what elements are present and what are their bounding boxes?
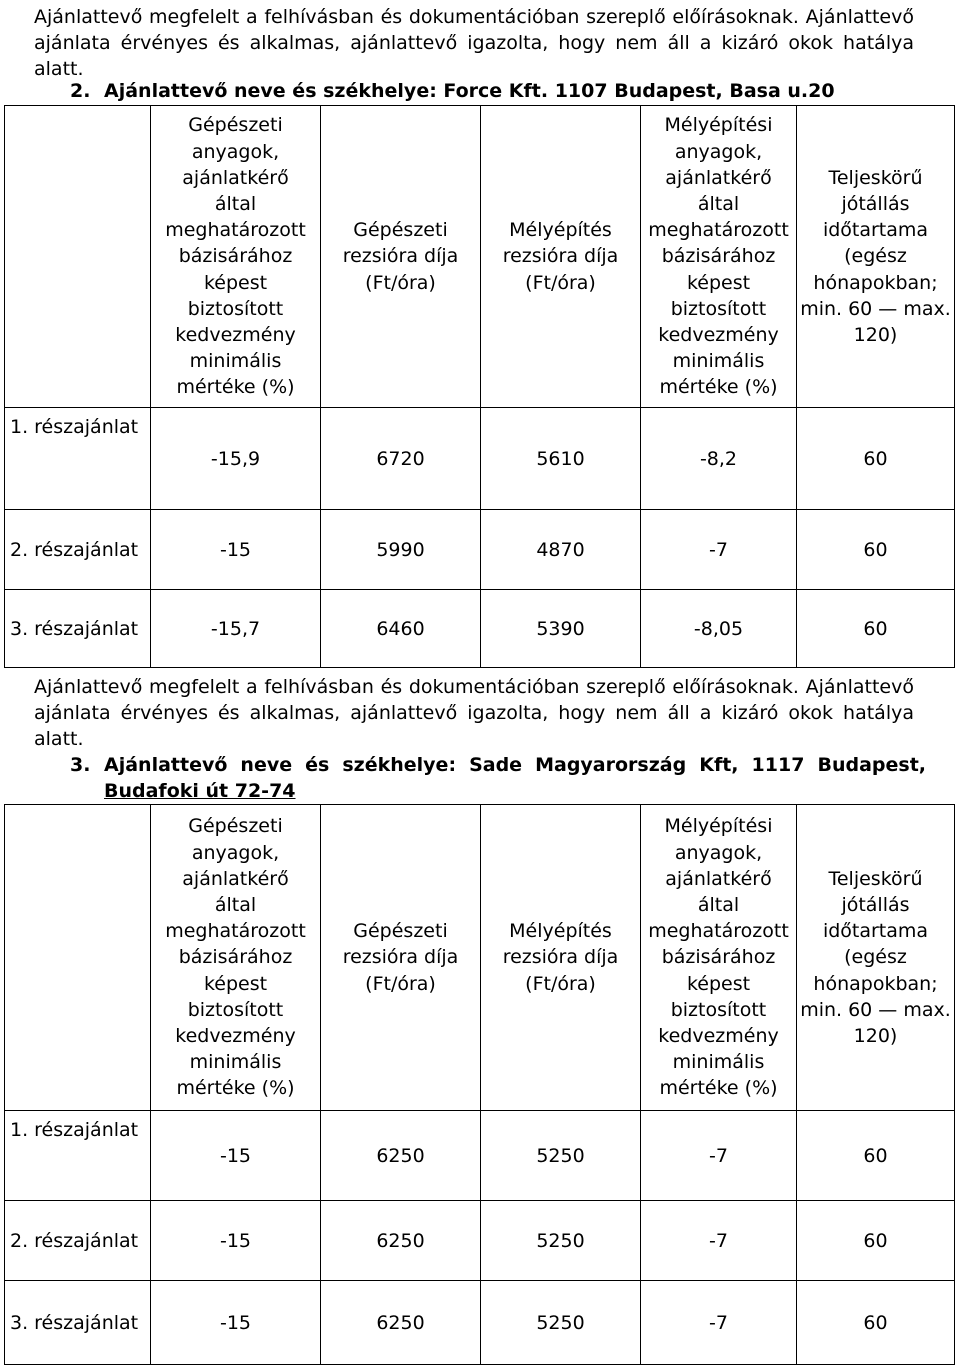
header-line: mértéke (%) bbox=[659, 1077, 778, 1100]
header-line: (egész bbox=[844, 245, 907, 268]
cell-gep-kedv: -15,7 bbox=[151, 590, 321, 668]
header-line: minimális bbox=[189, 350, 282, 373]
header-gepeszeti-rezsiora bbox=[321, 106, 481, 408]
header-line: Gépészeti bbox=[353, 219, 448, 242]
header-line: által bbox=[697, 893, 740, 916]
cell-mely-rezsi: 4870 bbox=[481, 510, 641, 590]
cell-gep-rezsi: 6250 bbox=[321, 1281, 481, 1365]
header-line: bázisárához bbox=[661, 946, 776, 969]
cell-mely-kedv: -7 bbox=[641, 510, 797, 590]
offer-table-1 bbox=[4, 105, 955, 668]
header-line: jótállás bbox=[841, 893, 910, 916]
heading-number: 3. bbox=[70, 754, 91, 776]
header-line: mértéke (%) bbox=[176, 376, 295, 399]
bidder-heading-2 bbox=[70, 78, 835, 104]
header-line: mértéke (%) bbox=[659, 376, 778, 399]
header-line: anyagok, bbox=[191, 841, 280, 864]
header-jotallas bbox=[797, 805, 955, 1111]
cell-jotallas: 60 bbox=[797, 1201, 955, 1281]
header-line: 120) bbox=[853, 1025, 898, 1047]
header-line: képest bbox=[686, 271, 751, 294]
header-line: meghatározott bbox=[648, 920, 789, 943]
header-line: által bbox=[214, 192, 257, 215]
table-header-row bbox=[5, 106, 955, 408]
table-row bbox=[5, 1281, 955, 1365]
header-line: rezsióra díja bbox=[502, 245, 619, 268]
header-line: Teljeskörű bbox=[828, 166, 923, 189]
header-line: biztosított bbox=[187, 297, 284, 320]
cell-jotallas: 60 bbox=[797, 408, 955, 510]
paragraph-line: Ajánlattevő megfelelt a felhívásban és dokumentációban szereplő előírásoknak. Ajánlattevő bbox=[34, 6, 914, 28]
cell-jotallas: 60 bbox=[797, 510, 955, 590]
header-line: ajánlatkérő bbox=[182, 867, 289, 890]
header-line: mértéke (%) bbox=[176, 1077, 295, 1100]
header-line: Mélyépítési bbox=[664, 114, 773, 137]
header-line: anyagok, bbox=[191, 140, 280, 163]
header-line: képest bbox=[203, 972, 268, 995]
header-line: ajánlatkérő bbox=[182, 166, 289, 189]
row-label: 3. részajánlat bbox=[5, 590, 151, 668]
header-melyepites-rezsiora bbox=[481, 805, 641, 1111]
header-melyepitesi-kedvezmeny bbox=[641, 805, 797, 1111]
header-gepeszeti-kedvezmeny bbox=[151, 805, 321, 1111]
heading-line-1 bbox=[70, 752, 926, 778]
header-line: kedvezmény bbox=[175, 324, 296, 346]
header-line: anyagok, bbox=[674, 140, 763, 163]
cell-jotallas: 60 bbox=[797, 590, 955, 668]
heading-number: 2. bbox=[70, 80, 91, 102]
header-line: (Ft/óra) bbox=[525, 972, 596, 995]
table-header-row bbox=[5, 805, 955, 1111]
header-line: min. 60 — max. bbox=[800, 998, 951, 1021]
header-line: (Ft/óra) bbox=[365, 271, 436, 294]
header-line: jótállás bbox=[841, 192, 910, 215]
header-line: által bbox=[697, 192, 740, 215]
header-line: ajánlatkérő bbox=[665, 867, 772, 890]
header-line: kedvezmény bbox=[658, 1025, 779, 1047]
eligibility-paragraph-1 bbox=[34, 4, 914, 82]
cell-gep-kedv: -15 bbox=[151, 1201, 321, 1281]
header-line: időtartama bbox=[822, 219, 929, 242]
header-line: Teljeskörű bbox=[828, 867, 923, 890]
header-line: minimális bbox=[189, 1051, 282, 1074]
header-line: Mélyépítés bbox=[509, 219, 612, 242]
heading-line-2: Budafoki út 72-74 bbox=[104, 780, 296, 802]
header-line: képest bbox=[203, 271, 268, 294]
header-line: bázisárához bbox=[178, 245, 293, 268]
header-melyepites-rezsiora bbox=[481, 106, 641, 408]
header-line: 120) bbox=[853, 324, 898, 346]
header-line: ajánlatkérő bbox=[665, 166, 772, 189]
cell-gep-rezsi: 6460 bbox=[321, 590, 481, 668]
cell-gep-kedv: -15,9 bbox=[151, 408, 321, 510]
header-line: kedvezmény bbox=[658, 324, 779, 346]
header-line: időtartama bbox=[822, 920, 929, 943]
header-line: Gépészeti bbox=[353, 920, 448, 943]
table-row bbox=[5, 590, 955, 668]
header-line: (egész bbox=[844, 946, 907, 969]
header-line: rezsióra díja bbox=[342, 245, 459, 268]
header-line: rezsióra díja bbox=[502, 946, 619, 969]
table-row bbox=[5, 1111, 955, 1201]
cell-jotallas: 60 bbox=[797, 1281, 955, 1365]
header-gepeszeti-rezsiora bbox=[321, 805, 481, 1111]
header-line: Gépészeti bbox=[188, 815, 283, 838]
row-label: 2. részajánlat bbox=[5, 510, 151, 590]
header-line: meghatározott bbox=[165, 920, 306, 943]
header-line: (Ft/óra) bbox=[365, 972, 436, 995]
paragraph-line: Ajánlattevő megfelelt a felhívásban és dokumentációban szereplő előírásoknak. Ajánlattevő bbox=[34, 676, 914, 698]
header-line: meghatározott bbox=[165, 219, 306, 242]
heading-text: Ajánlattevő neve és székhelye: Force Kft. 1107 Budapest, Basa u.20 bbox=[104, 80, 835, 102]
header-line: Mélyépítési bbox=[664, 815, 773, 838]
cell-mely-rezsi: 5250 bbox=[481, 1201, 641, 1281]
paragraph-line: alatt. bbox=[34, 728, 84, 750]
header-line: által bbox=[214, 893, 257, 916]
cell-mely-kedv: -8,2 bbox=[641, 408, 797, 510]
cell-gep-kedv: -15 bbox=[151, 1111, 321, 1201]
cell-gep-rezsi: 6250 bbox=[321, 1201, 481, 1281]
row-label: 2. részajánlat bbox=[5, 1201, 151, 1281]
header-line: meghatározott bbox=[648, 219, 789, 242]
header-melyepitesi-kedvezmeny bbox=[641, 106, 797, 408]
cell-mely-kedv: -7 bbox=[641, 1201, 797, 1281]
row-label: 3. részajánlat bbox=[5, 1281, 151, 1365]
cell-mely-rezsi: 5390 bbox=[481, 590, 641, 668]
header-line: minimális bbox=[672, 1051, 765, 1074]
header-line: minimális bbox=[672, 350, 765, 373]
cell-gep-rezsi: 6720 bbox=[321, 408, 481, 510]
cell-mely-kedv: -7 bbox=[641, 1281, 797, 1365]
header-line: bázisárához bbox=[661, 245, 776, 268]
header-line: Mélyépítés bbox=[509, 920, 612, 943]
table-row bbox=[5, 510, 955, 590]
offer-table-2 bbox=[4, 804, 955, 1365]
header-line: kedvezmény bbox=[175, 1025, 296, 1047]
eligibility-paragraph-2 bbox=[34, 674, 914, 752]
cell-mely-kedv: -7 bbox=[641, 1111, 797, 1201]
header-line: min. 60 — max. bbox=[800, 297, 951, 320]
header-jotallas bbox=[797, 106, 955, 408]
header-line: biztosított bbox=[670, 297, 767, 320]
header-line: hónapokban; bbox=[813, 271, 938, 294]
header-line: (Ft/óra) bbox=[525, 271, 596, 294]
cell-jotallas: 60 bbox=[797, 1111, 955, 1201]
header-cell-empty bbox=[5, 106, 151, 408]
header-line: Gépészeti bbox=[188, 114, 283, 137]
cell-mely-rezsi: 5250 bbox=[481, 1111, 641, 1201]
cell-gep-rezsi: 6250 bbox=[321, 1111, 481, 1201]
paragraph-line: ajánlata érvényes és alkalmas, ajánlattevő igazolta, hogy nem áll a kizáró okok hatálya bbox=[34, 32, 914, 54]
header-line: bázisárához bbox=[178, 946, 293, 969]
cell-gep-kedv: -15 bbox=[151, 1281, 321, 1365]
header-line: biztosított bbox=[187, 998, 284, 1021]
cell-mely-kedv: -8,05 bbox=[641, 590, 797, 668]
row-label: 1. részajánlat bbox=[5, 1111, 151, 1201]
cell-mely-rezsi: 5610 bbox=[481, 408, 641, 510]
header-line: biztosított bbox=[670, 998, 767, 1021]
cell-gep-rezsi: 5990 bbox=[321, 510, 481, 590]
cell-mely-rezsi: 5250 bbox=[481, 1281, 641, 1365]
header-line: képest bbox=[686, 972, 751, 995]
table-row bbox=[5, 1201, 955, 1281]
cell-gep-kedv: -15 bbox=[151, 510, 321, 590]
header-line: anyagok, bbox=[674, 841, 763, 864]
header-gepeszeti-kedvezmeny bbox=[151, 106, 321, 408]
header-line: rezsióra díja bbox=[342, 946, 459, 969]
heading-text: Ajánlattevő neve és székhelye: Sade Magyarország Kft, 1117 Budapest, bbox=[104, 754, 926, 776]
paragraph-line: ajánlata érvényes és alkalmas, ajánlattevő igazolta, hogy nem áll a kizáró okok hatálya bbox=[34, 702, 914, 724]
table-row bbox=[5, 408, 955, 510]
row-label: 1. részajánlat bbox=[5, 408, 151, 510]
bidder-heading-3 bbox=[70, 752, 926, 804]
header-cell-empty bbox=[5, 805, 151, 1111]
paragraph-line: alatt. bbox=[34, 58, 84, 80]
header-line: hónapokban; bbox=[813, 972, 938, 995]
